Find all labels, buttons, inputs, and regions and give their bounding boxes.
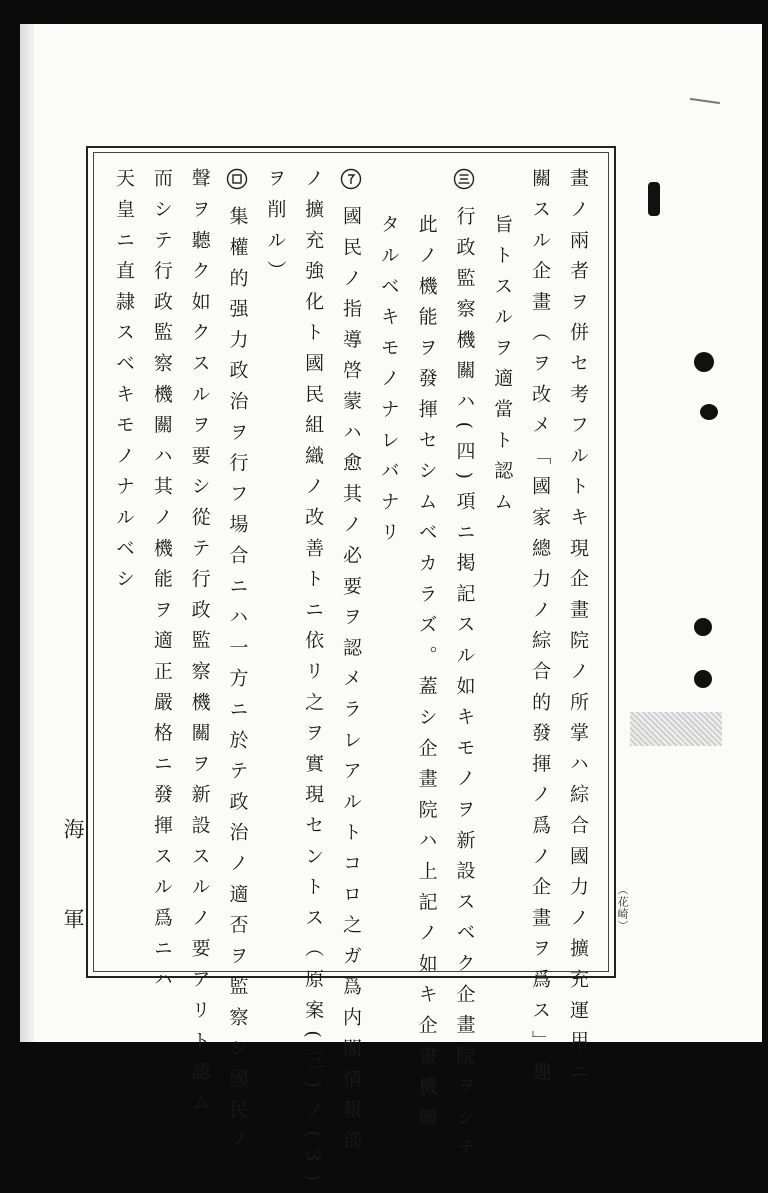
margin-stamp-top: 海 <box>61 818 85 839</box>
vertical-text-body <box>108 168 594 1193</box>
text-column-1: 畫ノ兩者ヲ併セ考フルトキ現企畫院ノ所掌ハ綜合國力ノ擴充運用ニ <box>566 168 589 1092</box>
text-column-2: 關スル企畫（ヲ改メ「國家總力ノ綜合的發揮ノ爲ノ企畫ヲ爲ス」趣 <box>529 168 552 1092</box>
binding-hole <box>700 404 718 420</box>
text-column-12: 而シテ行政監察機關ハ其ノ機能ヲ適正嚴格ニ發揮スル爲ニハ <box>150 168 173 1000</box>
binding-hole <box>694 618 712 636</box>
binding-hole <box>694 670 712 688</box>
text-column-9: ヲ削ル） <box>264 168 287 292</box>
binding-hole <box>648 182 660 216</box>
text-column-13: 天皇ニ直隷スベキモノナルベシ <box>113 168 135 600</box>
text-column-3: 旨トスルヲ適當ト認ム <box>491 214 514 522</box>
smudge-area <box>630 712 722 746</box>
text-column-10: 集權的强力政治ヲ行フ場合ニハ一方ニ於テ政治ノ適否ヲ監察シ國民ノ <box>221 168 253 964</box>
binding-edge <box>20 24 34 1042</box>
text-column-7: 國民ノ指導啓蒙ハ愈其ノ必要ヲ認メラレアルトコロ之ガ爲内閣情報部 <box>335 168 367 964</box>
text-column-6: タルベキモノナレバナリ <box>377 214 400 553</box>
text-column-11: 聲ヲ聽ク如クスルヲ要シ從テ行政監察機關ヲ新設スルノ要アリト認ム <box>188 168 211 1123</box>
paragraph-marker-ro <box>226 168 248 190</box>
margin-stamp-bottom: 軍 <box>61 908 85 929</box>
binding-hole <box>694 352 714 372</box>
text-column-4: 行政監察機關ハ(四)項ニ掲記スル如キモノヲ新設スベク企畫院ヲシテ <box>448 168 480 964</box>
paragraph-marker-3 <box>453 168 475 190</box>
text-column-8: ノ擴充強化ト國民組織ノ改善トニ依リ之ヲ實現セントス（原案(三)ノ(3) <box>302 168 325 1193</box>
paragraph-marker-i <box>340 168 362 190</box>
margin-note: （花崎） <box>616 884 629 932</box>
text-column-5: 此ノ機能ヲ發揮セシムベカラズ。蓋シ企畫院ハ上記ノ如キ企畫機關 <box>415 214 438 1138</box>
